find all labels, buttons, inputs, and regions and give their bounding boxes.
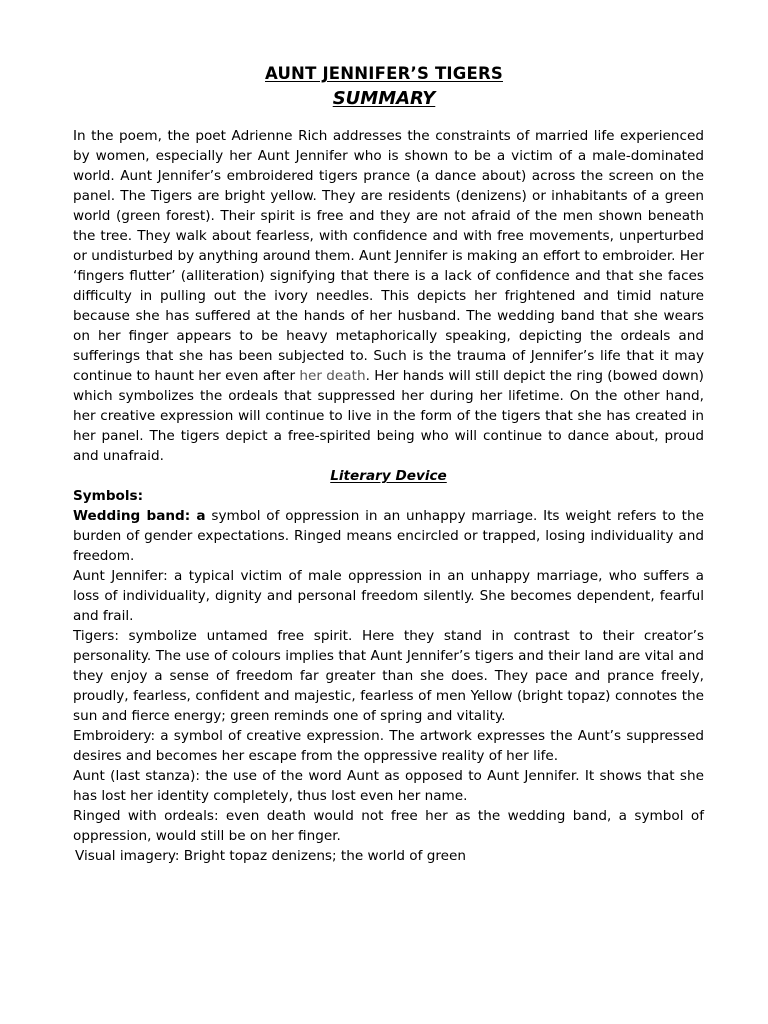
wedding-band-label: Wedding band: a xyxy=(73,508,206,524)
summary-paragraph: In the poem, the poet Adrienne Rich addresses the constraints of married life experienced by women, especially her Aunt Jennifer who is shown to be a victim of a male-dominated world. Aunt Jennifer’s embroidered tigers prance (a dance about) across the screen on the panel. The Tigers are bright yellow. They are residents (denizens) or inhabitants of a green world (green forest). Their spirit is free and they are not afraid of the men shown beneath the tree. They walk about fearless, with confidence and with free movements, unperturbed or undisturbed by anything around them. Aunt Jennifer is making an effort to embroider. Her ‘fingers flutter’ (alliteration) signifying that there is a lack of confidence and that she faces difficulty in pulling out the ivory needles. This depicts her frightened and timid nature because she has suffered at the hands of her husband. The wedding band that she wears on her finger appears to be heavy metaphorically speaking, depicting the ordeals and sufferings that she has been subjected to. Such is the trauma of Jennifer’s life that it may continue to haunt her even after her death. Her hands will still depict the ring (bowed down) which symbolizes the ordeals that suppressed her during her lifetime. On the other hand, her creative expression will continue to live in the form of the tigers that she has created in her panel. The tigers depict a free-spirited being who will continue to dance about, proud and unafraid. xyxy=(73,128,704,464)
aunt-jennifer-paragraph: Aunt Jennifer: a typical victim of male oppression in an unhappy marriage, who suffers a loss of individuality, dignity and personal freedom silently. She becomes dependent, fearful and frail. xyxy=(73,568,704,624)
embroidery-paragraph: Embroidery: a symbol of creative expression. The artwork expresses the Aunt’s suppressed desires and becomes her escape from the oppressive reality of her life. xyxy=(73,728,704,764)
wedding-band-paragraph: Wedding band: a symbol of oppression in an unhappy marriage. Its weight refers to the burden of gender expectations. Ringed means encircled or trapped, losing individuality and freedom. xyxy=(73,508,704,564)
visual-imagery-paragraph: Visual imagery: Bright topaz denizens; the world of green xyxy=(75,848,466,864)
highlighted-text: her death xyxy=(299,368,366,384)
tigers-paragraph: Tigers: symbolize untamed free spirit. Here they stand in contrast to their creator’s personality. The use of colours implies that Aunt Jennifer’s tigers and their land are vital and they enjoy a sense of freedom far greater than she does. They pace and prance freely, proudly, fearless, confident and majestic, fearless of men Yellow (bright topaz) connotes the sun and fierce energy; green reminds one of spring and vitality. xyxy=(73,628,704,724)
document-title: AUNT JENNIFER’S TIGERS xyxy=(265,64,503,83)
aunt-last-stanza-paragraph: Aunt (last stanza): the use of the word Aunt as opposed to Aunt Jennifer. It shows that she has lost her identity completely, thus lost even her name. xyxy=(73,768,704,804)
document-body xyxy=(73,126,704,866)
literary-device-heading: Literary Device xyxy=(330,468,447,484)
ringed-with-ordeals-paragraph: Ringed with ordeals: even death would not free her as the wedding band, a symbol of oppression, would still be on her finger. xyxy=(73,808,704,844)
symbols-heading: Symbols: xyxy=(73,488,144,504)
document-subtitle: SUMMARY xyxy=(332,88,436,109)
